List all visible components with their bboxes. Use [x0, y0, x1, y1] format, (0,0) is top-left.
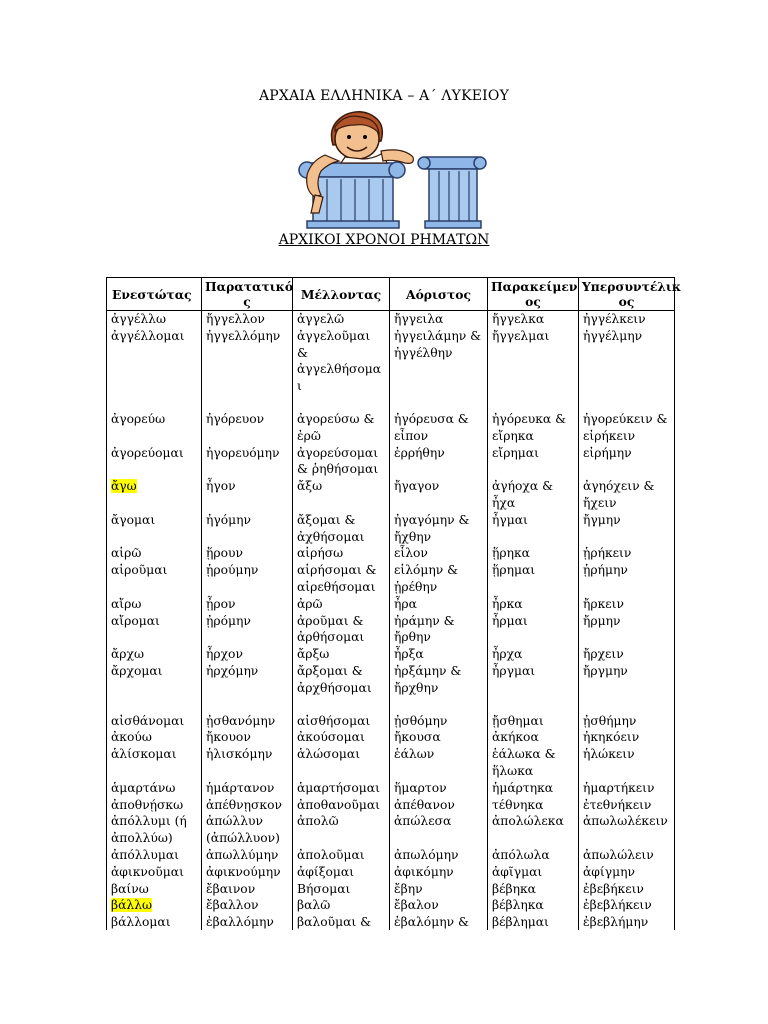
cell-aorist: ἀπώλεσα	[390, 813, 488, 847]
cell-future: ἀγγελοῦμαι & ἀγγελθήσομαι	[293, 328, 390, 411]
cell-perfect: ἦρμαι	[488, 613, 579, 647]
cell-present: αἴρομαι	[107, 613, 202, 647]
cell-perfect: ἤγγελμαι	[488, 328, 579, 411]
right-column	[418, 157, 486, 228]
header-present: Ενεστώτας	[107, 278, 202, 311]
highlighted-verb: ἄγω	[111, 479, 137, 494]
cell-pluperfect: ἀφίγμην	[579, 864, 675, 881]
cell-present: ἀγορεύω	[107, 411, 202, 445]
cell-present: βάλλομαι	[107, 914, 202, 948]
cell-future: ἀπολῶ	[293, 813, 390, 847]
cell-present: ἀποθνῄσκω	[107, 797, 202, 814]
table-row	[107, 596, 675, 613]
cell-pluperfect: ἤρκειν	[579, 596, 675, 613]
header-aorist: Αόριστος	[390, 278, 488, 311]
cell-imperfect: ἠγγελλόμην	[202, 328, 293, 411]
cell-pluperfect: ἐβεβλήμην	[579, 914, 675, 948]
cell-present: ἀπόλλυμι (ή ἀπολλύω)	[107, 813, 202, 847]
cell-present: ἀκούω	[107, 729, 202, 746]
cell-imperfect: ᾖρον	[202, 596, 293, 613]
cell-pluperfect: ἤρχειν	[579, 646, 675, 663]
cell-present: ἁλίσκομαι	[107, 746, 202, 780]
cell-aorist: εἱλόμην & ᾑρέθην	[390, 562, 488, 596]
cell-future: ἁλώσομαι	[293, 746, 390, 780]
table-row	[107, 512, 675, 546]
cell-future: ἄξω	[293, 478, 390, 512]
cell-present	[107, 478, 202, 512]
cell-present: ἄγομαι	[107, 512, 202, 546]
cell-present: αἴρω	[107, 596, 202, 613]
cell-aorist: ἠράμην & ἤρθην	[390, 613, 488, 647]
cell-imperfect: ἀπωλλύμην	[202, 847, 293, 864]
cell-perfect: βέβλημαι	[488, 914, 579, 948]
cell-imperfect: ἀπώλλυν (ἀπώλλυον)	[202, 813, 293, 847]
cell-pluperfect: ἤρμην	[579, 613, 675, 647]
table-header-row	[107, 278, 675, 311]
cell-future: ἀποθανοῦμαι	[293, 797, 390, 814]
table-row	[107, 445, 675, 479]
cell-pluperfect: ἐτεθνήκειν	[579, 797, 675, 814]
cell-future: ἀφίξομαι	[293, 864, 390, 881]
cell-aorist: ἀπέθανον	[390, 797, 488, 814]
cell-pluperfect: ἠκηκόειν	[579, 729, 675, 746]
table-row	[107, 847, 675, 864]
cell-present: ἀπόλλυμαι	[107, 847, 202, 864]
cell-imperfect: ἤγγελλον	[202, 311, 293, 328]
cell-perfect: ἤγγελκα	[488, 311, 579, 328]
cell-pluperfect: εἰρήμην	[579, 445, 675, 479]
cell-imperfect: ἡλισκόμην	[202, 746, 293, 780]
cell-future: αἱρήσω	[293, 545, 390, 562]
cell-future: ἀκούσομαι	[293, 729, 390, 746]
page-title: ΑΡΧΑΙΑ ΕΛΛΗΝΙΚΑ – Α΄ ΛΥΚΕΙΟΥ	[258, 88, 510, 104]
cell-aorist: ἤκουσα	[390, 729, 488, 746]
table-row	[107, 813, 675, 847]
cell-pluperfect: ἐβεβήκειν	[579, 881, 675, 898]
table-row	[107, 663, 675, 713]
cell-imperfect: ἠγόρευον	[202, 411, 293, 445]
cell-imperfect: ᾐρόμην	[202, 613, 293, 647]
cell-aorist: ἐβαλόμην &	[390, 914, 488, 948]
cell-perfect: ἑάλωκα & ἥλωκα	[488, 746, 579, 780]
table-row	[107, 746, 675, 780]
cell-imperfect: ἠγόμην	[202, 512, 293, 546]
cell-future: ἀγγελῶ	[293, 311, 390, 328]
cell-future: ἄξομαι & ἀχθήσομαι	[293, 512, 390, 546]
cell-future: ἀρῶ	[293, 596, 390, 613]
cell-present: ἄρχω	[107, 646, 202, 663]
table-row	[107, 881, 675, 898]
cell-future: αἱρήσομαι & αἱρεθήσομαι	[293, 562, 390, 596]
cell-present: ἄρχομαι	[107, 663, 202, 713]
verb-tenses-table	[106, 277, 682, 981]
cell-perfect: ἀπόλωλα	[488, 847, 579, 864]
cell-perfect: εἴρημαι	[488, 445, 579, 479]
table-row	[107, 780, 675, 797]
cell-future: ἀγορεύσομαι & ῥηθήσομαι	[293, 445, 390, 479]
cell-aorist: ἀπωλόμην	[390, 847, 488, 864]
cell-imperfect: ἡμάρτανον	[202, 780, 293, 797]
cell-perfect: ἀπολώλεκα	[488, 813, 579, 847]
cell-present: ἀγγέλλω	[107, 311, 202, 328]
cell-imperfect: ἔβαλλον	[202, 897, 293, 914]
table-heading: ΑΡΧΙΚΟΙ ΧΡΟΝΟΙ ΡΗΜΑΤΩΝ	[278, 232, 490, 248]
table-row	[107, 478, 675, 512]
table-row	[107, 562, 675, 596]
cell-perfect: ἦρκα	[488, 596, 579, 613]
table-row	[107, 897, 675, 914]
cell-perfect: ἦγμαι	[488, 512, 579, 546]
table-row	[107, 613, 675, 647]
cell-aorist: ἤγαγον	[390, 478, 488, 512]
cell-pluperfect: ἀπωλωλέκειν	[579, 813, 675, 847]
cell-present	[107, 897, 202, 914]
highlighted-verb: βάλλω	[111, 898, 153, 913]
page-bottom-margin	[0, 930, 768, 1024]
cell-future: ἀροῦμαι & ἀρθήσομαι	[293, 613, 390, 647]
header-future: Μέλλοντας	[293, 278, 390, 311]
cell-pluperfect: ἡλώκειν	[579, 746, 675, 780]
header-perfect: Παρακείμεν ος	[488, 278, 579, 311]
cell-future: ἁμαρτήσομαι	[293, 780, 390, 797]
table-row	[107, 411, 675, 445]
cell-aorist: ἦρξα	[390, 646, 488, 663]
cell-pluperfect: ᾐσθήμην	[579, 713, 675, 730]
cell-imperfect: ἦρχον	[202, 646, 293, 663]
cell-imperfect: ἀφικνούμην	[202, 864, 293, 881]
cell-present: αἱροῦμαι	[107, 562, 202, 596]
cell-aorist: ἑάλων	[390, 746, 488, 780]
cell-present: ἁμαρτάνω	[107, 780, 202, 797]
cell-perfect: ἡμάρτηκα	[488, 780, 579, 797]
header-pluperfect: Υπερσυντέλικ ος	[579, 278, 675, 311]
cell-aorist: ἤγγειλα	[390, 311, 488, 328]
cell-present: βαίνω	[107, 881, 202, 898]
cell-pluperfect: ᾑρήκειν	[579, 545, 675, 562]
cell-future: ἀπολοῦμαι	[293, 847, 390, 864]
cell-aorist: ἦρα	[390, 596, 488, 613]
cell-perfect: τέθνηκα	[488, 797, 579, 814]
cell-pluperfect: ἡμαρτήκειν	[579, 780, 675, 797]
cell-perfect: ᾕρημαι	[488, 562, 579, 596]
cell-present: ἀφικνοῦμαι	[107, 864, 202, 881]
cell-pluperfect: ἠγγέλμην	[579, 328, 675, 411]
table-row	[107, 729, 675, 746]
cell-perfect: ἀφῖγμαι	[488, 864, 579, 881]
boy-on-columns-illustration	[285, 105, 490, 230]
cell-pluperfect: ἀγηόχειν & ἤχειν	[579, 478, 675, 512]
cell-imperfect: ᾑρούμην	[202, 562, 293, 596]
cell-perfect: ἦργμαι	[488, 663, 579, 713]
table-body	[107, 311, 675, 982]
cell-pluperfect: ἤργμην	[579, 663, 675, 713]
cell-aorist: εἷλον	[390, 545, 488, 562]
table-row	[107, 646, 675, 663]
table-row	[107, 864, 675, 881]
cell-aorist: ἔβην	[390, 881, 488, 898]
table-row	[107, 328, 675, 411]
cell-perfect: βέβηκα	[488, 881, 579, 898]
cell-aorist: ἠγγειλάμην & ἠγγέλθην	[390, 328, 488, 411]
cell-perfect: βέβληκα	[488, 897, 579, 914]
cell-perfect: ἀκήκοα	[488, 729, 579, 746]
cell-perfect: ᾕρηκα	[488, 545, 579, 562]
cell-pluperfect: ἠγορεύκειν & εἰρήκειν	[579, 411, 675, 445]
header-imperfect: Παρατατικό ς	[202, 278, 293, 311]
cell-aorist: ἠγόρευσα & εἶπον	[390, 411, 488, 445]
cell-perfect: ᾔσθημαι	[488, 713, 579, 730]
cell-aorist: ἥμαρτον	[390, 780, 488, 797]
cell-pluperfect: ἠγγέλκειν	[579, 311, 675, 328]
cell-pluperfect: ἀπωλώλειν	[579, 847, 675, 864]
cell-imperfect: ἀπέθνῃσκον	[202, 797, 293, 814]
cell-imperfect: ᾕρουν	[202, 545, 293, 562]
cell-perfect: ἠγόρευκα & εἴρηκα	[488, 411, 579, 445]
cell-aorist: ἠρξάμην & ἤρχθην	[390, 663, 488, 713]
cell-future: ἄρξω	[293, 646, 390, 663]
cell-present: ἀγγέλλομαι	[107, 328, 202, 411]
cell-pluperfect: ἤγμην	[579, 512, 675, 546]
cell-present: αἱρῶ	[107, 545, 202, 562]
cell-imperfect: ἤκουον	[202, 729, 293, 746]
table-row	[107, 713, 675, 730]
cell-present: αἰσθάνομαι	[107, 713, 202, 730]
cell-aorist: ἔβαλον	[390, 897, 488, 914]
cell-future: βαλῶ	[293, 897, 390, 914]
cell-imperfect: ᾐσθανόμην	[202, 713, 293, 730]
cell-future: ἀγορεύσω & ἐρῶ	[293, 411, 390, 445]
cell-future: αἰσθήσομαι	[293, 713, 390, 730]
table-row	[107, 545, 675, 562]
cell-imperfect: ἦγον	[202, 478, 293, 512]
cell-perfect: ἀγήοχα & ἦχα	[488, 478, 579, 512]
cell-future: Βήσομαι	[293, 881, 390, 898]
cell-aorist: ἠγαγόμην & ἤχθην	[390, 512, 488, 546]
cell-imperfect: ἠγορευόμην	[202, 445, 293, 479]
table-row	[107, 797, 675, 814]
cell-future: βαλοῦμαι &	[293, 914, 390, 948]
table-row	[107, 311, 675, 328]
cell-pluperfect: ᾑρήμην	[579, 562, 675, 596]
cell-future: ἄρξομαι & ἀρχθήσομαι	[293, 663, 390, 713]
cell-aorist: ἐρρήθην	[390, 445, 488, 479]
cell-pluperfect: ἐβεβλήκειν	[579, 897, 675, 914]
cell-imperfect: ἐβαλλόμην	[202, 914, 293, 948]
cell-perfect: ἦρχα	[488, 646, 579, 663]
cell-present: ἀγορεύομαι	[107, 445, 202, 479]
cell-imperfect: ἠρχόμην	[202, 663, 293, 713]
cell-aorist: ἀφικόμην	[390, 864, 488, 881]
cell-imperfect: ἔβαινον	[202, 881, 293, 898]
cell-aorist: ᾐσθόμην	[390, 713, 488, 730]
